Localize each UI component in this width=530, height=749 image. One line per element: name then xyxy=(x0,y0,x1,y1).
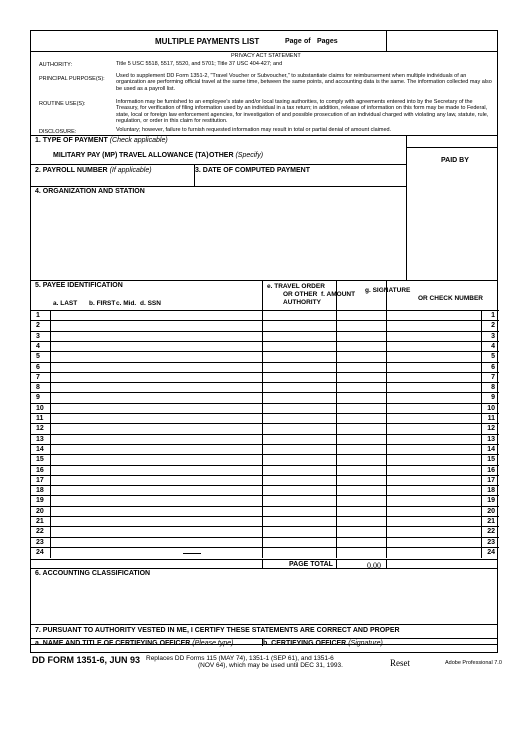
row-number-left: 18 xyxy=(36,487,44,495)
table-row xyxy=(31,434,499,444)
table-row xyxy=(31,537,499,547)
row-number-left: 22 xyxy=(36,528,44,536)
table-row xyxy=(31,382,499,392)
page-total-value: 0.00 xyxy=(367,561,381,570)
table-row xyxy=(31,495,499,505)
row-number-left: 3 xyxy=(36,332,40,340)
table-cell[interactable] xyxy=(262,548,336,558)
row-number-left: 8 xyxy=(36,384,40,392)
row-number-left: 19 xyxy=(36,497,44,505)
col-mid: c. Mid. xyxy=(116,300,137,307)
paid-by-label: PAID BY xyxy=(441,157,469,164)
col-amount: f. AMOUNT xyxy=(321,291,356,298)
table-row xyxy=(31,465,499,475)
accounting-classification-label: 6. ACCOUNTING CLASSIFICATION xyxy=(35,570,151,577)
table-row xyxy=(31,403,499,413)
table-row xyxy=(31,485,499,495)
table-cell[interactable] xyxy=(386,548,481,558)
table-row xyxy=(31,310,499,320)
payroll-number-label: 2. PAYROLL NUMBER (If applicable) xyxy=(35,167,152,174)
table-row xyxy=(31,392,499,402)
table-row xyxy=(31,516,499,526)
col-check-number: OR CHECK NUMBER xyxy=(418,295,483,302)
table-row xyxy=(31,423,499,433)
row-number-right: 12 xyxy=(487,425,495,433)
row-number-left: 11 xyxy=(36,415,44,422)
row-number-left: 4 xyxy=(36,342,40,350)
row-number-left: 5 xyxy=(36,353,40,361)
col-ssn: d. SSN xyxy=(140,300,161,307)
row-number-left: 15 xyxy=(36,456,44,464)
col-signature: g. SIGNATURE xyxy=(365,287,411,294)
table-row xyxy=(31,320,499,330)
row-number-left: 20 xyxy=(36,507,44,515)
certifying-officer-fields[interactable] xyxy=(30,645,498,653)
disclosure-text: Voluntary; however, failure to furnish requested information may result in total or partial denial of amount claimed. xyxy=(116,127,392,133)
col-travel-order-2: OR OTHER xyxy=(283,291,318,298)
table-row xyxy=(31,341,499,351)
row-number-right: 6 xyxy=(491,363,495,371)
certifying-officer-signature-label: b. CERTIFYING OFFICER (Signature) xyxy=(263,640,383,647)
page-total-label: PAGE TOTAL xyxy=(289,561,333,568)
pages-label: Pages xyxy=(317,38,338,45)
payee-identification-label: 5. PAYEE IDENTIFICATION xyxy=(35,282,123,289)
row-number-right: 5 xyxy=(491,353,495,361)
row-number-left: 2 xyxy=(36,322,40,330)
row-number-right: 24 xyxy=(487,548,495,556)
row-number-right: 19 xyxy=(487,497,495,505)
row-number-left: 21 xyxy=(36,518,44,525)
table-row xyxy=(31,444,499,454)
travel-allowance-option[interactable]: TRAVEL ALLOWANCE (TA) xyxy=(119,152,209,159)
row-number-left: 7 xyxy=(36,373,40,381)
row-number-right: 9 xyxy=(491,394,495,402)
row-number-right: 10 xyxy=(487,404,495,412)
authority-label: AUTHORITY: xyxy=(39,62,73,68)
row-number-left: 12 xyxy=(36,425,44,433)
row-number-left: 10 xyxy=(36,404,44,412)
row-number-left: 23 xyxy=(36,538,44,546)
reset-button[interactable]: Reset xyxy=(390,658,410,668)
row-number-right: 14 xyxy=(487,445,495,453)
type-of-payment-label: 1. TYPE OF PAYMENT (Check applicable) xyxy=(35,137,168,144)
row-number-right: 18 xyxy=(487,487,495,495)
table-row xyxy=(31,475,499,485)
table-row xyxy=(31,351,499,361)
row-number-right: 11 xyxy=(487,415,495,422)
page-label: Page xyxy=(285,38,302,45)
table-row xyxy=(31,454,499,464)
col-travel-order-1: e. TRAVEL ORDER xyxy=(267,283,325,290)
military-pay-option[interactable]: MILITARY PAY (MP) xyxy=(53,152,118,159)
row-number-right: 15 xyxy=(487,456,495,464)
of-label: of xyxy=(304,38,311,45)
organization-field[interactable] xyxy=(35,199,403,277)
col-first: b. FIRST xyxy=(89,300,116,307)
purpose-text: Used to supplement DD Form 1351-2, "Travel Voucher or Subvoucher," to substantiate claims for reimbursement when multiple individuals of an organization are performing official travel at the same time, between the same points, and accounting data is the same. The information collected may also be used as a payroll list. xyxy=(116,73,492,92)
row-number-right: 13 xyxy=(487,435,495,443)
privacy-heading: PRIVACY ACT STATEMENT xyxy=(231,53,301,59)
row-number-left: 6 xyxy=(36,363,40,371)
table-row xyxy=(31,413,499,423)
row-number-left: 1 xyxy=(36,312,40,319)
table-row xyxy=(31,547,499,557)
row-number-right: 22 xyxy=(487,528,495,536)
table-cell[interactable] xyxy=(336,548,386,558)
col-travel-order-3: AUTHORITY xyxy=(283,299,321,306)
row-number-right: 2 xyxy=(491,322,495,330)
table-row xyxy=(31,506,499,516)
replaces-line-2: (NOV 64), which may be used until DEC 31, 1993. xyxy=(198,662,343,669)
certifying-officer-name-label: a. NAME AND TITLE OF CERTIFYING OFFICER (Please type) xyxy=(35,640,234,647)
routine-text: Information may be furnished to an employee's state and/or local taxing authorities, to comply with agreements entered into by the Secretary of the Treasury, for verification of filing information used by an individual in a tax return; in addition, release of information on this form may be made to Federal, state, local or foreign law enforcement agencies, for investigation of and possible prosecution of an individual charged with violating any law, statute, rule, regulation, or order in this claim for restitution. xyxy=(116,99,489,125)
authority-text: Title 5 USC 5518, 5517, 5520, and 5701; Title 37 USC 404-427; and xyxy=(116,61,283,67)
row-number-right: 7 xyxy=(491,373,495,381)
row-number-right: 23 xyxy=(487,538,495,546)
row-number-left: 16 xyxy=(36,466,44,474)
table-row xyxy=(31,372,499,382)
row-number-right: 16 xyxy=(487,466,495,474)
row-number-right: 4 xyxy=(491,342,495,350)
form-title: MULTIPLE PAYMENTS LIST xyxy=(155,37,260,46)
date-computed-label: 3. DATE OF COMPUTED PAYMENT xyxy=(195,167,310,174)
accounting-classification-field[interactable] xyxy=(35,580,493,620)
row-number-right: 3 xyxy=(491,332,495,340)
row-number-left: 24 xyxy=(36,548,44,556)
row-number-left: 17 xyxy=(36,476,44,484)
other-option[interactable]: OTHER (Specify) xyxy=(209,152,264,159)
row-number-left: 14 xyxy=(36,445,44,453)
col-last: a. LAST xyxy=(53,300,78,307)
row-number-right: 21 xyxy=(487,518,495,525)
multiple-payments-form xyxy=(30,30,498,645)
table-row xyxy=(31,331,499,341)
purpose-label: PRINCIPAL PURPOSE(S): xyxy=(39,76,105,82)
table-row xyxy=(31,362,499,372)
certification-statement: 7. PURSUANT TO AUTHORITY VESTED IN ME, I CERTIFY THESE STATEMENTS ARE CORRECT AND PROPER xyxy=(35,627,400,634)
table-cell[interactable] xyxy=(50,548,262,558)
routine-label: ROUTINE USE(S): xyxy=(39,101,86,107)
adobe-version-label: Adobe Professional 7.0 xyxy=(445,660,502,666)
row-number-right: 1 xyxy=(491,312,495,319)
row-number-right: 17 xyxy=(487,476,495,484)
page-number-field[interactable] xyxy=(387,32,498,50)
table-row xyxy=(31,526,499,536)
replaces-line-1: Replaces DD Forms 115 (MAY 74), 1351-1 (SEP 61), and 1351-6 xyxy=(146,655,334,662)
organization-label: 4. ORGANIZATION AND STATION xyxy=(35,188,145,195)
row-number-right: 8 xyxy=(491,384,495,392)
row-number-right: 20 xyxy=(487,507,495,515)
disclosure-label: DISCLOSURE: xyxy=(39,129,77,135)
form-id: DD FORM 1351-6, JUN 93 xyxy=(32,655,141,665)
row-number-left: 13 xyxy=(36,435,44,443)
row-number-left: 9 xyxy=(36,394,40,402)
